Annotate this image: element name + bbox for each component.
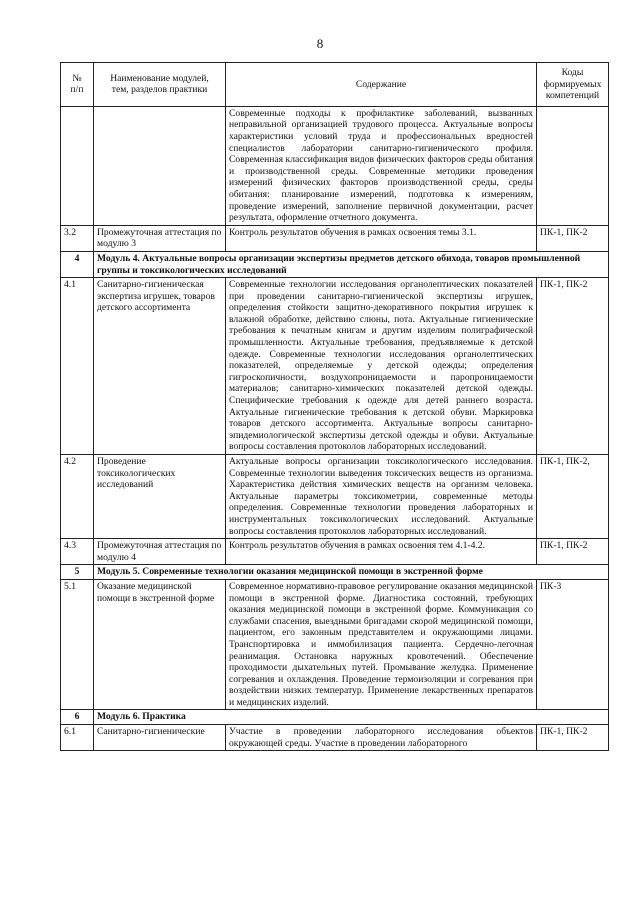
row-codes: ПК-1, ПК-2 — [537, 278, 609, 455]
row-name: Санитарно-гигиенические — [94, 725, 226, 751]
row-content: Современные подходы к профилактике заболеваний, вызванных неправильной организацией трудового процесса. Актуальные вопросы характеристики условий труда и профессиональных вредностей специалистов лаборатории санитарно-гигиенического профиля. Современная классификация видов физических факторов среды обитания и производственной среды. Современные методики проведения измерений физических факторов производственной среды, среды обитания: планирование измерений, подготовка к измерениям, проведение измерений, заполнение первичной документации, расчет результата, оформление отчетного документа. — [226, 106, 537, 225]
row-number — [61, 106, 94, 225]
row-codes — [537, 106, 609, 225]
row-name — [94, 106, 226, 225]
table-row — [61, 225, 609, 251]
table-row — [61, 106, 609, 225]
module-row — [61, 565, 609, 580]
table-body — [61, 106, 609, 750]
row-content: Актуальные вопросы организации токсикологического исследования. Современные технологии выведения токсических веществ из организма. Характеристика действия химических веществ на организм человека. Актуальные параметры токсикометрии, современные методы определения. Современные технологии проведения лабораторных и инструментальных токсикологических исследований. Актуальные вопросы составления протоколов лабораторных исследований. — [226, 455, 537, 539]
row-content: Участие в проведении лабораторного исследования объектов окружающей среды. Участие в проведении лабораторного — [226, 725, 537, 751]
row-number: 4.2 — [61, 455, 94, 539]
table-row — [61, 579, 609, 710]
header-content: Содержание — [226, 63, 537, 107]
table-row — [61, 455, 609, 539]
module-title: Модуль 6. Практика — [94, 710, 609, 725]
row-name: Промежуточная аттестация по модулю 4 — [94, 539, 226, 565]
header-name: Наименование модулей, тем, разделов практики — [94, 63, 226, 107]
module-title: Модуль 4. Актуальные вопросы организации экспертизы предметов детского обихода, товаров промышленной группы и токсикологических исследований — [94, 251, 609, 277]
page-number: 8 — [316, 36, 324, 51]
row-codes: ПК-1, ПК-2, — [537, 455, 609, 539]
row-content: Современное нормативно-правовое регулирование оказания медицинской помощи в экстренной форме. Диагностика состояний, требующих оказания медицинской помощи в экстренной форме. Коммуникация со службами спасения, выездными бригадами скорой медицинской помощи, пациентом, его законным представителем и окружающими лицами. Транспортировка и иммобилизация пациента. Сердечно-легочная реанимация. Остановка наружных кровотечений. Обеспечение проходимости дыхательных путей. Промывание желудка. Применение согревания и охлаждения. Проведение термоизоляции и согревания при воздействии низких температур. Применение лекарственных препаратов и медицинских изделий. — [226, 579, 537, 710]
row-codes: ПК-3 — [537, 579, 609, 710]
row-name: Промежуточная аттестация по модулю 3 — [94, 225, 226, 251]
row-number: 4.3 — [61, 539, 94, 565]
header-codes: Коды формируемых компетенций — [537, 63, 609, 107]
table-header-row — [61, 63, 609, 107]
module-number: 4 — [61, 251, 94, 277]
module-number: 5 — [61, 565, 94, 580]
row-number: 3.2 — [61, 225, 94, 251]
row-codes: ПК-1, ПК-2 — [537, 725, 609, 751]
header-num: № п/п — [61, 63, 94, 107]
row-number: 5.1 — [61, 579, 94, 710]
module-row — [61, 710, 609, 725]
table-row — [61, 539, 609, 565]
table-row — [61, 278, 609, 455]
row-content: Современные технологии исследования органолептических показателей при проведении санитарно-гигиенической экспертизы игрушек, определения стойкости защитно-декоративного покрытия игрушек к влажной обработке, действию слюны, пота. Актуальные гигиенические требования к печатным книгам и другим изделиям полиграфической промышленности. Актуальные требования, предъявляемые к детской одежде. Современные технологии исследования органолептических показателей, определяемые у детской одежды; определения гигроскопичности, воздухопроницаемости и паропроницаемости материалов; санитарно-химических показателей детской одежды. Специфические требования к одежде для детей раннего возраста. Актуальные гигиенические требования к детской обуви. Маркировка товаров детского ассортимента. Актуальные вопросы санитарно-эпидемиологической экспертизы детской одежды и обуви. Актуальные вопросы составления протоколов лабораторных исследований. — [226, 278, 537, 455]
module-title: Модуль 5. Современные технологии оказания медицинской помощи в экстренной форме — [94, 565, 609, 580]
row-name: Оказание медицинской помощи в экстренной форме — [94, 579, 226, 710]
row-name: Санитарно-гигиеническая экспертиза игрушек, товаров детского ассортимента — [94, 278, 226, 455]
row-number: 4.1 — [61, 278, 94, 455]
row-codes: ПК-1, ПК-2 — [537, 539, 609, 565]
practice-content-table — [60, 62, 609, 751]
row-name: Проведение токсикологических исследований — [94, 455, 226, 539]
module-number: 6 — [61, 710, 94, 725]
module-row — [61, 251, 609, 277]
row-content: Контроль результатов обучения в рамках освоения тем 4.1-4.2. — [226, 539, 537, 565]
table-row — [61, 725, 609, 751]
row-content: Контроль результатов обучения в рамках освоения темы 3.1. — [226, 225, 537, 251]
row-number: 6.1 — [61, 725, 94, 751]
row-codes: ПК-1, ПК-2 — [537, 225, 609, 251]
